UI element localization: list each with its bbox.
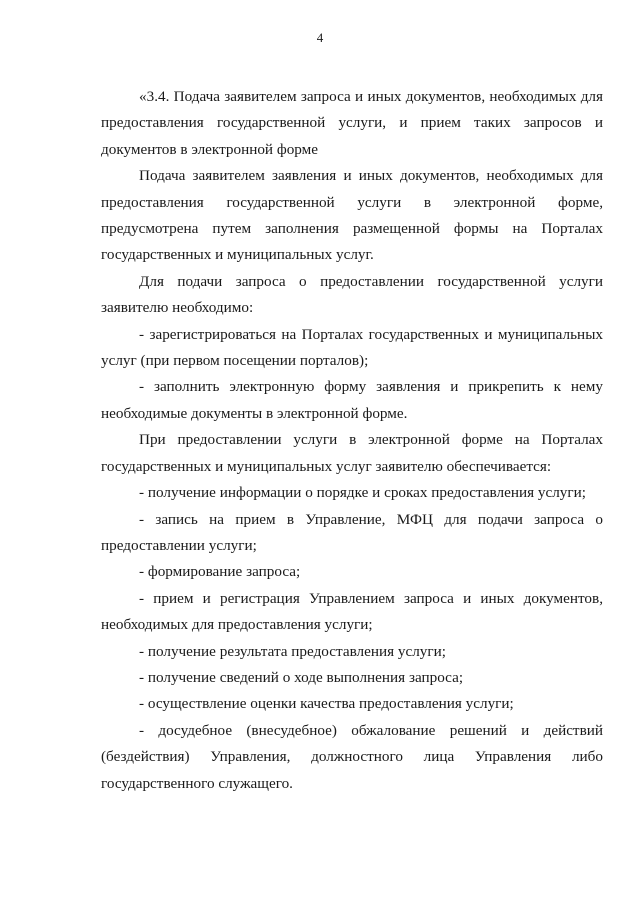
list-item: - осуществление оценки качества предоставления услуги; xyxy=(139,695,514,713)
list-item: - получение информации о порядке и сроках предоставления услуги; xyxy=(139,484,586,502)
list-item: - досудебное (внесудебное) обжалование решений и действий (бездействия) Управления, должностного лица Управления либо государственного служащего. xyxy=(101,721,603,792)
section-heading-paragraph: «3.4. Подача заявителем запроса и иных документов, необходимых для предоставления государственной услуги, и прием таких запросов и документов в электронной форме xyxy=(101,88,603,158)
list-item: - получение результата предоставления услуги; xyxy=(139,642,446,660)
list-item: - прием и регистрация Управлением запроса и иных документов, необходимых для предоставления услуги; xyxy=(101,589,603,634)
list-item: - зарегистрироваться на Порталах государственных и муниципальных услуг (при первом посещении порталов); xyxy=(101,325,603,370)
body-paragraph: Для подачи запроса о предоставлении государственной услуги заявителю необходимо: xyxy=(101,272,603,317)
list-item: - заполнить электронную форму заявления и прикрепить к нему необходимые документы в электронной форме. xyxy=(101,378,603,422)
body-paragraph: Подача заявителем заявления и иных документов, необходимых для предоставления государственной услуги в электронной форме, предусмотрена путем заполнения размещенной формы на Порталах государственных и муниципальных услуг. xyxy=(101,167,603,264)
list-item: - получение сведений о ходе выполнения запроса; xyxy=(139,668,464,686)
page-number: 4 xyxy=(316,30,324,45)
list-item: - запись на прием в Управление, МФЦ для подачи запроса о предоставлении услуги; xyxy=(101,510,603,554)
list-item: - формирование запроса; xyxy=(139,563,301,581)
document-body xyxy=(101,84,603,797)
body-paragraph: При предоставлении услуги в электронной форме на Порталах государственных и муниципальных услуг заявителю обеспечивается: xyxy=(101,431,603,475)
